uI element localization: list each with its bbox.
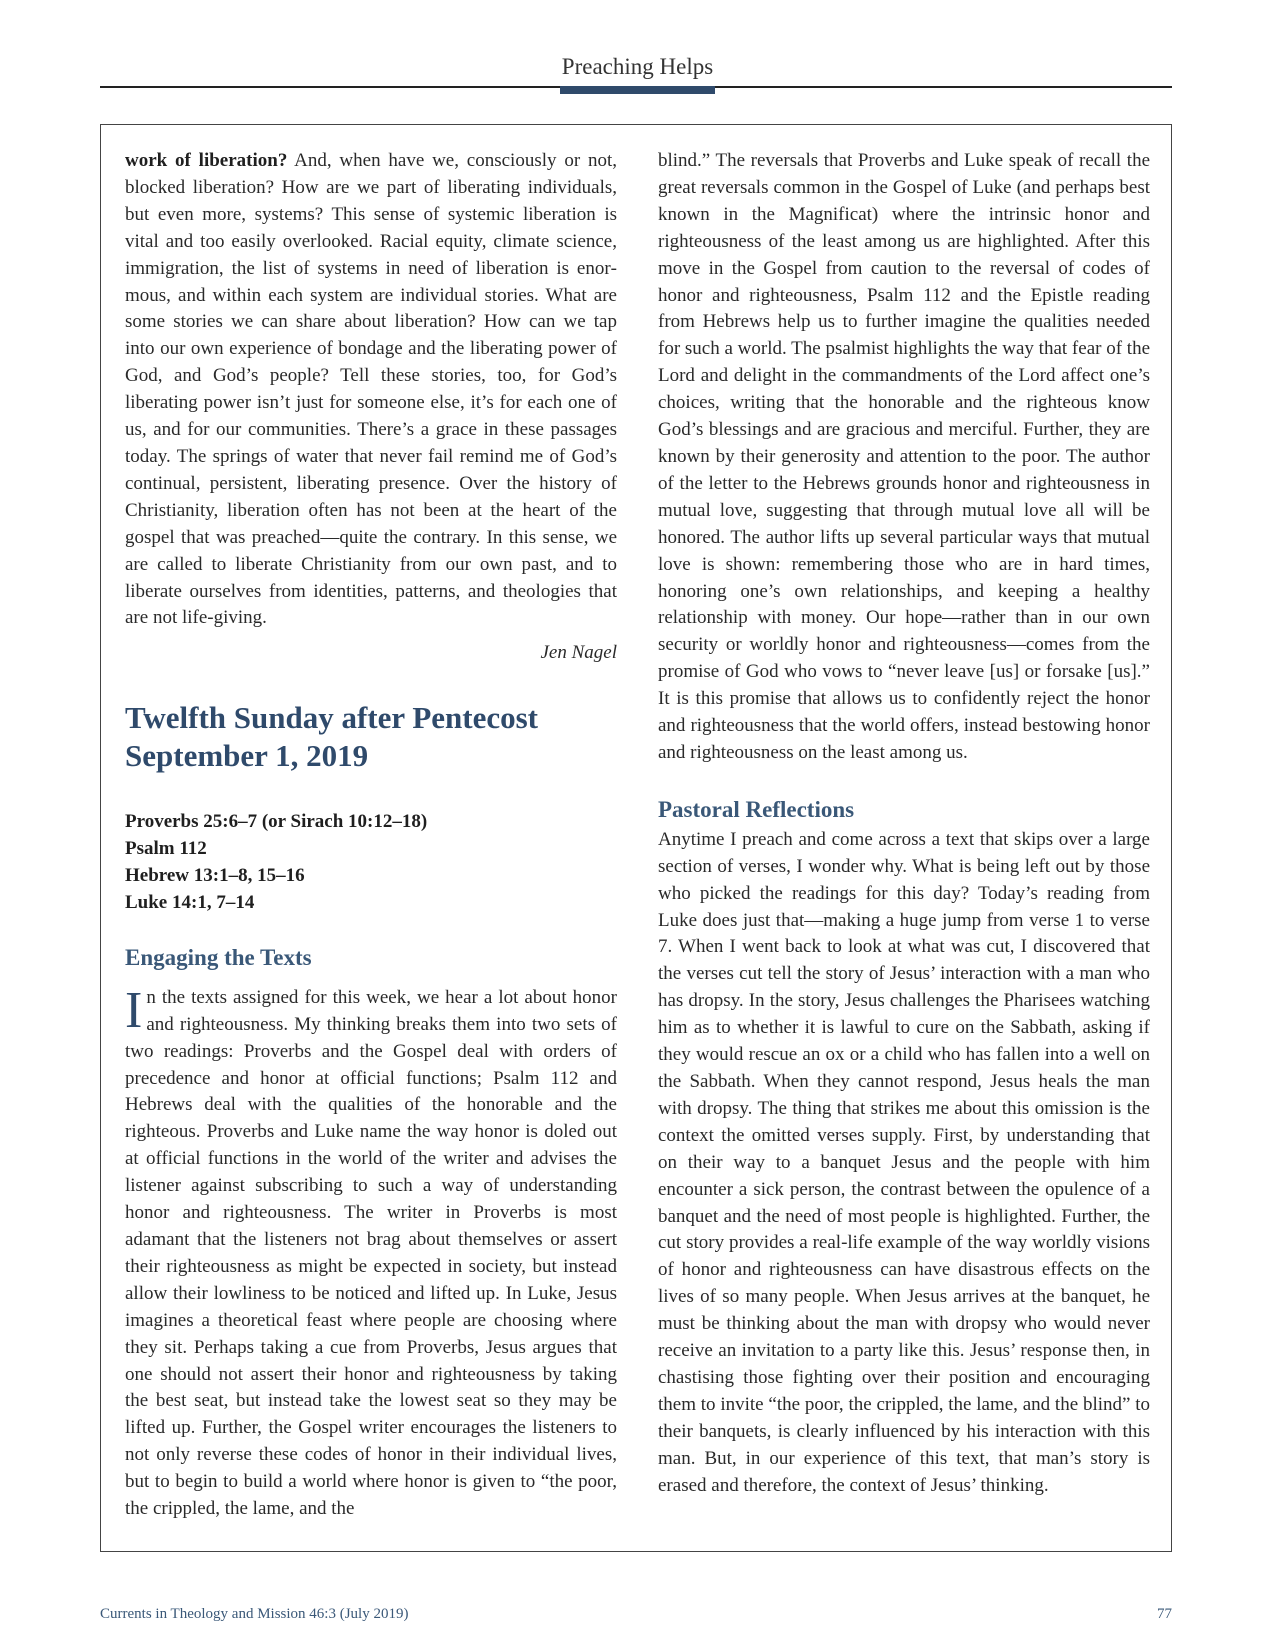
section-title-line-2: September 1, 2019 [125, 738, 369, 774]
footer-journal: Currents in Theology and Mission 46:3 (July 2019) [100, 1606, 409, 1622]
section-title [125, 699, 617, 775]
author-signature: Jen Nagel [540, 642, 617, 664]
header-accent-bar [560, 86, 715, 94]
right-column [658, 148, 1150, 1500]
pastoral-paragraph: Anytime I preach and come across a text that skips over a large section of verses, I wonder why. What is being left out by those who picked the readings for this day? Today’s reading from Luke does just that—making a huge jump from verse 1 to verse 7. When I went back to look at what was cut, I discovered that the verses cut tell the story of Jesus’ interaction with a man who has dropsy. In the story, Jesus challenges the Pharisees watching him as to whether it is lawful to cure on the Sabbath, asking if they would rescue an ox or a child who has fallen into a well on the Sabbath. When they cannot respond, Jesus heals the man with dropsy. The thing that strikes me about this omission is the context the omitted verses supply. First, by understanding that on their way to a banquet Jesus and the people with him encounter a sick person, the contrast between the opulence of a banquet and the need of most people is highlighted. Further, the cut story provides a real-life example of the way worldly visions of honor and righteousness can have disastrous effects on the lives of so many people. When Jesus arrives at the banquet, he must be thinking about the man with dropsy who would never receive an invitation to a party like this. Jesus’ response then, in chastising those fighting over their position and encouraging them to invite “the poor, the crippled, the lame, and the blind” to their banquets, is clearly influenced by his interaction with this man. But, in our experience of this text, that man’s story is erased and therefore, the context of Jesus’ thinking. [658, 828, 1150, 1496]
reading-item: Hebrew 13:1–8, 15–16 [125, 865, 305, 887]
reading-item: Proverbs 25:6–7 (or Sirach 10:12–18) [125, 811, 428, 833]
running-header-title: Preaching Helps [561, 54, 714, 79]
pastoral-heading: Pastoral Reflections [658, 796, 855, 822]
engaging-text: n the texts assigned for this week, we hear a lot about honor and righteousness. My thinking breaks them into two sets of two readings: Proverbs and the Gospel deal with orders of precedence and honor at official functions; Psalm 112 and Hebrews deal with the qualities of the honorable and the righteous. Proverbs and Luke name the way honor is doled out at official functions in the world of the writer and advises the listener against subscribing to such a way of understanding honor and righteousness. The writer in Proverbs is most adamant that the listeners not brag about themselves or assert their righteousness as might be expected in society, but instead allow their lowliness to be noticed and lifted up. In Luke, Jesus imagines a theoretical feast where people are choosing where they sit. Perhaps taking a cue from Proverbs, Jesus argues that one should not assert their honor and righteousness by taking the best seat, but instead take the lowest seat so they may be lifted up. Further, the Gospel writer encourages the listeners to not only reverse these codes of honor in their individual lives, but to begin to build a world where honor is given to “the poor, the crippled, the lame, and the [125, 986, 617, 1520]
engaging-paragraph [125, 981, 617, 1523]
intro-bold-text: work of liberation? [125, 150, 288, 171]
engaging-heading: Engaging the Texts [125, 944, 312, 970]
continued-paragraph: blind.” The reversals that Proverbs and Luke speak of recall the great reversals common in the Gospel of Luke (and perhaps best known in the Magnificat) where the intrinsic honor and righteousness of the least among us are highlighted. After this move in the Gospel from caution to the reversal of codes of honor and righteousness, Psalm 112 and the Epistle reading from Hebrews help us to further imagine the qualities needed for such a world. The psalmist highlights the way that fear of the Lord and delight in the commandments of the Lord affect one’s choices, writing that the honorable and the righteous know God’s blessings and are gracious and merciful. Further, they are known by their generosity and attention to the poor. The author of the letter to the Hebrews grounds honor and righteousness in mutual love, suggesting that through mutual love all will be honored. The author lifts up several particular ways that mutual love is shown: remembering those who are in hard times, honoring one’s own relationships, and keeping a healthy relationship with money. Our hope—rather than in our own security or worldly honor and righteousness—comes from the promise of God who vows to “never leave [us] or forsake [us].” It is this promise that allows us to confidently reject the honor and righteousness that the world offers, instead bestowing honor and righteousness on the least among us. [658, 150, 1150, 763]
intro-paragraph [125, 148, 617, 632]
left-column [125, 148, 617, 1523]
reading-item: Luke 14:1, 7–14 [125, 891, 255, 913]
readings-list [125, 809, 617, 917]
section-title-line-1: Twelfth Sunday after Pentecost [125, 700, 539, 736]
intro-text: And, when have we, consciously or not, blocked liberation? How are we part of liberating individuals, but even more, systems? This sense of systemic liberation is vital and too easily overlooked. Racial equity, climate science, immigration, the list of systems in need of liberation is enormous, and within each system are individual stories. What are some stories we can share about liberation? How can we tap into our own experience of bondage and the liberating power of God, and God’s people? Tell these stories, too, for God’s liberating power isn’t just for someone else, it’s for each one of us, and for our communities. There’s a grace in these passages today. The springs of water that never fail remind me of God’s continual, persistent, liberating presence. Over the history of Christianity, liberation often has not been at the heart of the gospel that was preached—quite the contrary. In this sense, we are called to liberate Christianity from our own past, and to liberate ourselves from identities, patterns, and theologies that are not life-giving. [125, 150, 617, 629]
footer-page-number: 77 [1157, 1606, 1172, 1622]
reading-item: Psalm 112 [125, 838, 207, 860]
drop-cap: I [125, 981, 143, 1039]
